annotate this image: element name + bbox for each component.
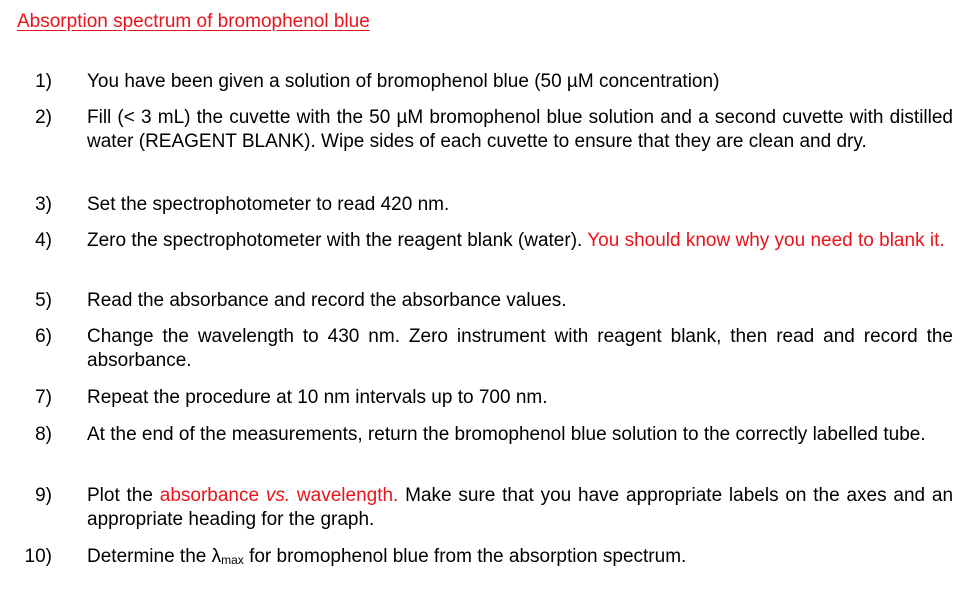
step-number: 6)	[35, 326, 52, 347]
step-text: At the end of the measurements, return the bromophenol blue solution to the correctly labelled tube.	[87, 424, 926, 445]
step-text: Fill (< 3 mL) the cuvette with the 50 µM bromophenol blue solution and a second cuvette with distilled water (REAGENT BLANK). Wipe sides of each cuvette to ensure that they are clean and dry.	[87, 107, 953, 152]
step-text-after: Make sure that you have appropriate labels on the axes and an appropriate heading for the graph.	[87, 485, 954, 530]
lambda-symbol: λ	[211, 546, 222, 567]
lambda-subscript: max	[221, 553, 244, 567]
step-text: Set the spectrophotometer to read 420 nm.	[87, 194, 450, 215]
step-text: Read the absorbance and record the absorbance values.	[87, 290, 567, 311]
step-text	[87, 229, 953, 253]
step-highlight: You should know why you need to blank it.	[587, 230, 945, 251]
step-text-after: for bromophenol blue from the absorption spectrum.	[249, 546, 687, 567]
highlight-absorbance: absorbance	[159, 485, 260, 506]
step-text	[87, 545, 953, 572]
step-text-main: Zero the spectrophotometer with the reagent blank (water).	[87, 230, 583, 251]
step-text: Repeat the procedure at 10 nm intervals up to 700 nm.	[87, 387, 548, 408]
step-number: 7)	[35, 387, 52, 408]
step-text	[87, 484, 953, 532]
step-text: Change the wavelength to 430 nm. Zero instrument with reagent blank, then read and record the absorbance.	[87, 326, 953, 371]
step-number: 4)	[35, 230, 52, 251]
step-text: You have been given a solution of bromophenol blue (50 µM concentration)	[87, 71, 720, 92]
step-number: 1)	[35, 71, 52, 92]
highlight-wavelength: wavelength.	[296, 485, 399, 506]
highlight-vs: vs.	[265, 485, 291, 506]
step-text-before: Determine the	[87, 546, 207, 567]
step-number: 8)	[35, 424, 52, 445]
step-text-before: Plot the	[87, 485, 153, 506]
step-number: 3)	[35, 194, 52, 215]
document-title: Absorption spectrum of bromophenol blue	[17, 11, 370, 32]
step-number: 10)	[24, 546, 52, 567]
step-number: 9)	[35, 485, 52, 506]
step-number: 5)	[35, 290, 52, 311]
step-number: 2)	[35, 107, 52, 128]
